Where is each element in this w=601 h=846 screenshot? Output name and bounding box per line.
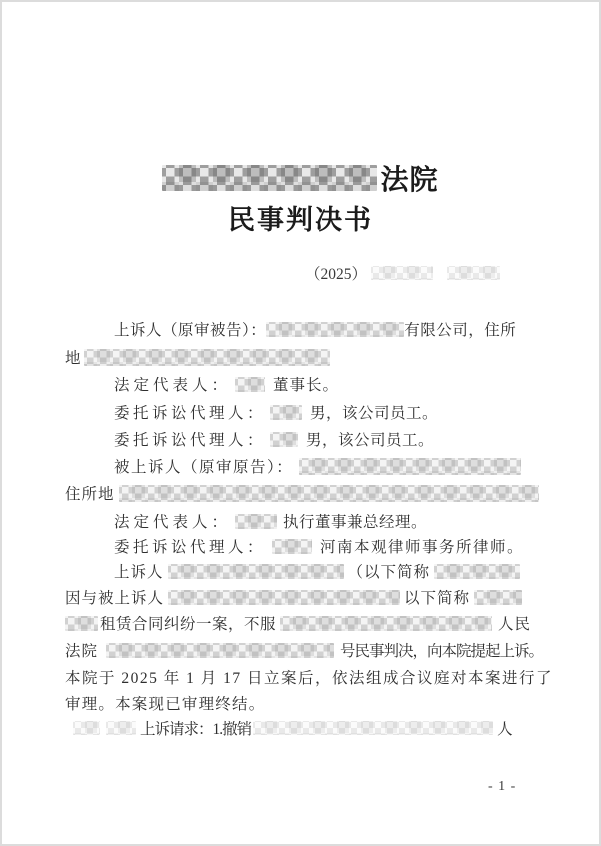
address-lead: 住所地 [65,486,115,503]
redacted-person-name [272,539,312,554]
appellee-address-line [65,483,539,503]
agent-desc: 男，该公司员工。 [310,405,439,422]
redacted-company-name [168,590,400,605]
legal-representative-line [65,374,339,394]
agent-label: 委托诉讼代理人： [114,432,267,449]
redacted-court-name [162,165,377,191]
agent-desc: 河南本观律师事务所律师。 [320,539,525,556]
address-lead: 地 [65,350,82,367]
redacted-court-reference [280,616,492,631]
summary-text: 人民 [498,616,532,633]
legal-representative-line [65,511,427,531]
summary-text: 号民事判决，向本院提起上诉。 [340,643,544,660]
doc-type-title: 民事判决书 [228,205,373,235]
redacted-company-name [299,458,521,475]
redacted-short-name [434,564,520,579]
appeal-request-text: 人 [497,721,513,738]
redacted-short-name [106,721,136,735]
redacted-person-name [235,514,277,529]
agent-label: 委托诉讼代理人： [114,405,267,422]
appellant-address-line [65,347,330,367]
filing-line [65,667,553,687]
agent-label: 委托诉讼代理人： [114,539,267,556]
redacted-company-name [266,322,404,337]
redacted-judgment-number [106,643,334,658]
trial-conclusion-line [65,693,265,713]
legal-representative-title: 执行董事兼总经理。 [283,514,428,531]
summary-text: 以下简称 [404,590,471,607]
appellant-label: 上诉人（原审被告）： [114,322,267,339]
legal-representative-label: 法定代表人： [114,377,232,394]
agent-line [65,429,434,449]
redacted-short-name [65,616,98,631]
redacted-short-name [474,590,522,605]
summary-text: 租赁合同纠纷一案，不服 [100,616,277,633]
redacted-address [84,349,330,366]
summary-text: 法院 [65,643,99,660]
summary-text: 因与被上诉人 [65,590,165,607]
appellee-line [65,456,521,476]
case-number-line [305,263,500,283]
case-summary-line [65,587,522,607]
redacted-address [119,485,539,502]
redacted-short-name [73,721,100,735]
redacted-case-number [371,266,433,280]
trial-conclusion-text: 审理。本案现已审理终结。 [65,696,266,713]
page-number: - 1 - [488,779,517,794]
appeal-request-line [65,718,513,738]
case-year-prefix: （2025） [305,266,368,283]
court-name-line [2,161,599,195]
redacted-person-name [235,377,265,392]
summary-text: 上诉人 [114,564,164,581]
case-summary-line [65,640,543,660]
legal-representative-label: 法定代表人： [114,514,232,531]
summary-text: （以下简称 [347,564,431,581]
court-name-suffix: 法院 [380,165,439,196]
filing-text: 本院于 2025 年 1 月 17 日立案后，依法组成合议庭对本案进行了 [65,670,554,687]
appellant-tail: 有限公司，住所 [404,322,517,339]
agent-desc: 男，该公司员工。 [306,432,435,449]
appellant-line [65,319,516,339]
legal-representative-title: 董事长。 [273,377,340,394]
redacted-case-number [447,266,500,280]
appellee-label: 被上诉人（原审原告）： [114,459,294,476]
redacted-judgment-reference [253,721,493,735]
redacted-person-name [270,405,302,420]
case-summary-line [65,613,531,633]
case-summary-line [65,561,520,581]
redacted-company-name [168,564,344,579]
appeal-request-text: 上诉请求：1.撤销 [140,721,252,738]
redacted-person-name [270,432,298,447]
agent-line [65,402,438,422]
agent-line [65,536,524,556]
